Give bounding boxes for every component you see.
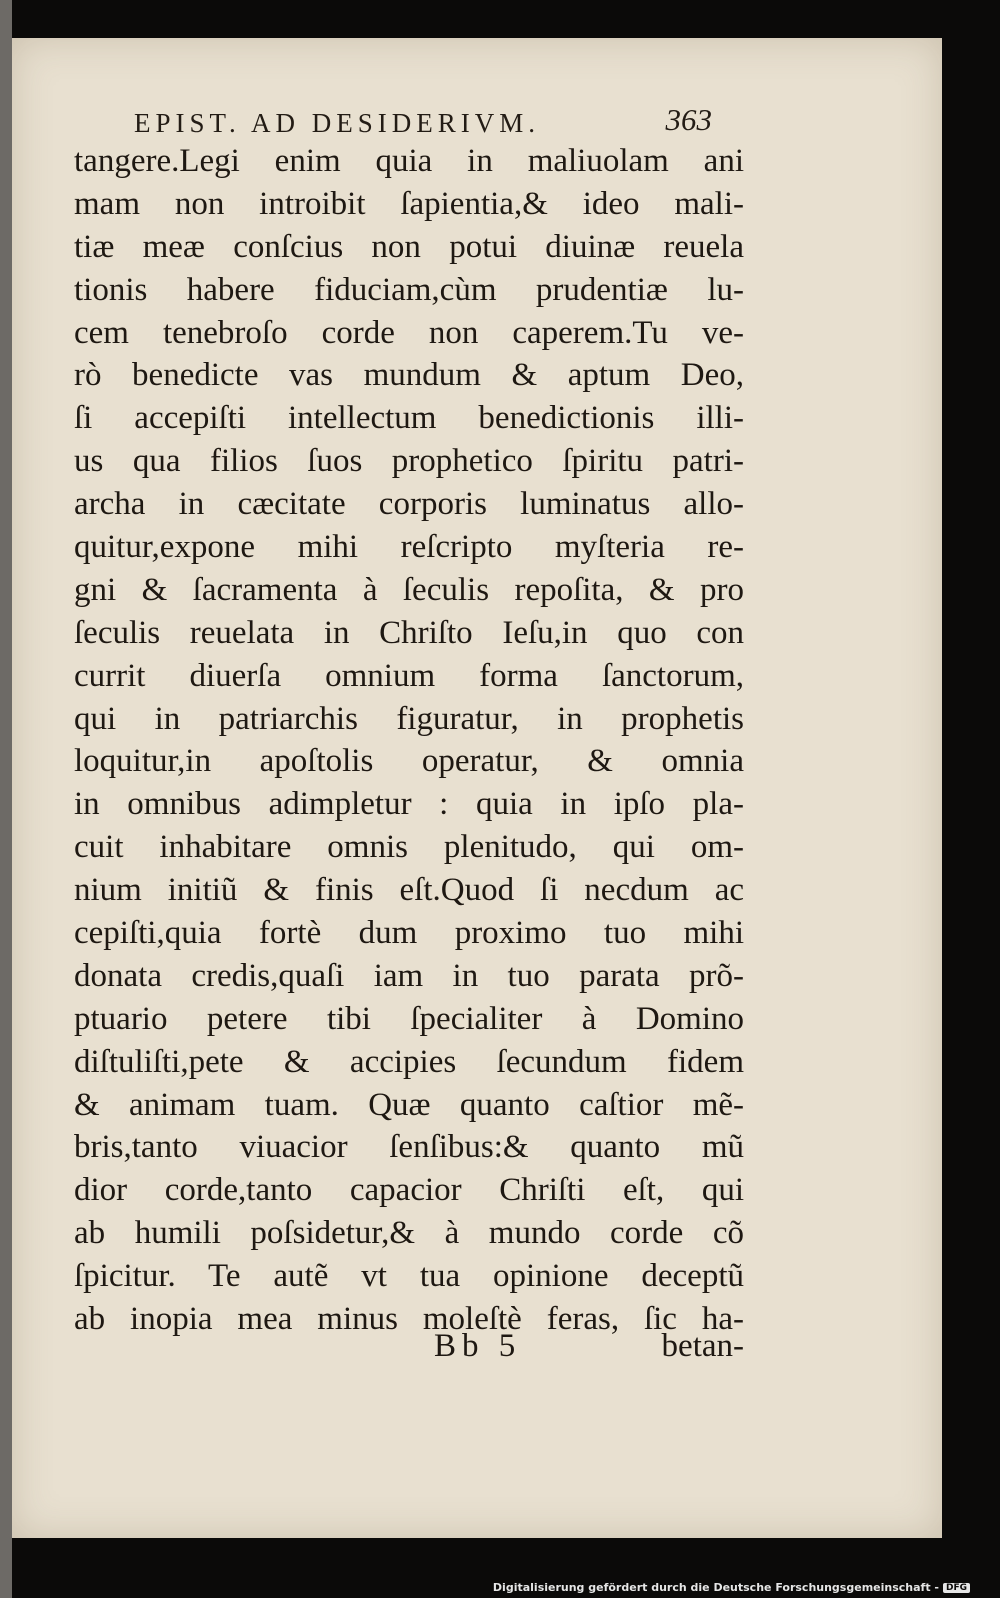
text-line: ptuario petere tibi ſpecialiter à Domino bbox=[74, 1000, 744, 1037]
page-number: 363 bbox=[665, 102, 712, 137]
text-line: tiæ meæ conſcius non potui diuinæ reuela bbox=[74, 228, 744, 265]
text-line: currit diuerſa omnium forma ſanctorum, bbox=[74, 657, 744, 694]
text-line: qui in patriarchis figuratur, in prophetis bbox=[74, 700, 744, 737]
text-line: mam non introibit ſapientia,& ideo mali- bbox=[74, 185, 744, 222]
dfg-logo: DFG bbox=[943, 1583, 970, 1593]
credit-text: Digitalisierung gefördert durch die Deutsche Forschungsgemeinschaft - bbox=[492, 1581, 939, 1594]
catchword: betan- bbox=[661, 1328, 744, 1364]
text-line: ab humili poſsidetur,& à mundo corde cõ bbox=[74, 1215, 744, 1252]
book-page bbox=[12, 38, 942, 1538]
text-line: tangere.Legi enim quia in maliuolam ani bbox=[74, 143, 744, 179]
signature-mark: Bb 5 bbox=[434, 1328, 522, 1364]
text-line: tionis habere fiduciam,cùm prudentiæ lu- bbox=[74, 271, 744, 308]
text-line: gni & ſacramenta à ſeculis repoſita, & pro bbox=[74, 571, 744, 608]
text-line: quitur,expone mihi reſcripto myſteria re- bbox=[74, 529, 744, 566]
text-line: & animam tuam. Quæ quanto caſtior mẽ- bbox=[74, 1086, 744, 1123]
text-line: donata credis,quaſi iam in tuo parata prõ- bbox=[74, 957, 744, 994]
text-line: cepiſti,quia fortè dum proximo tuo mihi bbox=[74, 915, 744, 952]
running-title: EPIST. AD DESIDERIVM. bbox=[134, 108, 541, 138]
text-line: bris,tanto viuacior ſenſibus:& quanto mũ bbox=[74, 1129, 744, 1166]
text-line: dior corde,tanto capacior Chriſti eſt, qui bbox=[74, 1172, 744, 1209]
text-line: us qua filios ſuos prophetico ſpiritu patri- bbox=[74, 443, 744, 480]
text-line: ſeculis reuelata in Chriſto Ieſu,in quo con bbox=[74, 614, 744, 651]
text-line: in omnibus adimpletur : quia in ipſo pla- bbox=[74, 786, 744, 823]
page-footer bbox=[74, 1328, 744, 1372]
text-line: diſtuliſti,pete & accipies ſecundum fidem bbox=[74, 1043, 744, 1080]
text-line: archa in cæcitate corporis luminatus allo- bbox=[74, 486, 744, 523]
text-line: ab inopia mea minus moleſtè feras, ſic ha- bbox=[74, 1301, 744, 1338]
text-block bbox=[74, 140, 744, 1341]
text-line: ſpicitur. Te autẽ vt tua opinione deceptũ bbox=[74, 1258, 744, 1295]
text-line: cuit inhabitare omnis plenitudo, qui om- bbox=[74, 829, 744, 866]
page-header bbox=[122, 102, 722, 142]
book-spine-edge bbox=[0, 0, 12, 1598]
text-line: cem tenebroſo corde non caperem.Tu ve- bbox=[74, 314, 744, 351]
text-line: ſi accepiſti intellectum benedictionis illi- bbox=[74, 400, 744, 437]
text-line: loquitur,in apoſtolis operatur, & omnia bbox=[74, 743, 744, 780]
text-line: nium initiũ & finis eſt.Quod ſi necdum ac bbox=[74, 872, 744, 909]
text-line: rò benedicte vas mundum & aptum Deo, bbox=[74, 357, 744, 394]
digitization-credit bbox=[493, 1581, 970, 1594]
